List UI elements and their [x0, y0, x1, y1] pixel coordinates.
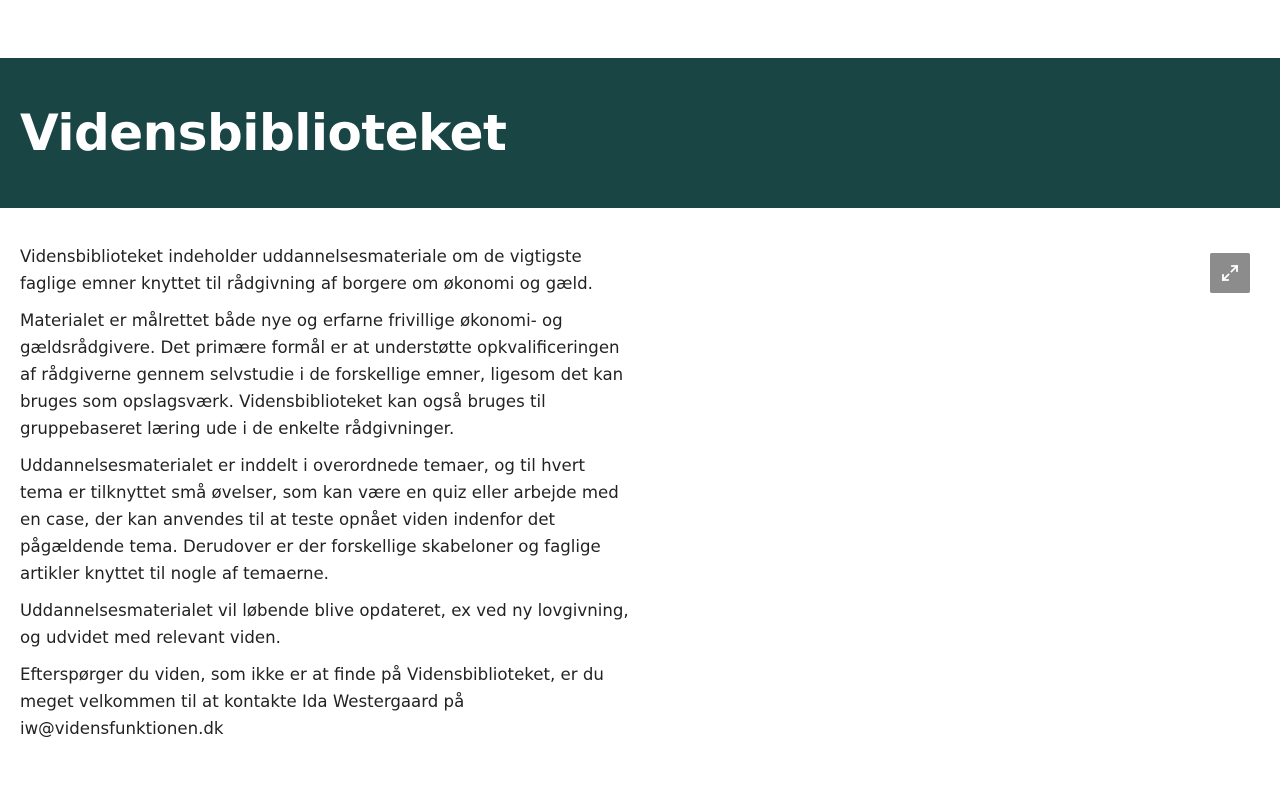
paragraph: Materialet er målrettet både nye og erfarne frivillige økonomi- og gældsrådgivere. Det primære formål er at understøtte opkvalificeringen af rådgiverne gennem selvstudie i de forskellige emner, ligesom det kan bruges som opslagsværk. Vidensbiblioteket kan også bruges til gruppebaseret læring ude i de enkelte rådgivninger. — [20, 311, 624, 438]
expand-button[interactable] — [1210, 253, 1250, 293]
paragraph: Uddannelsesmaterialet er inddelt i overordnede temaer, og til hvert tema er tilknyttet små øvelser, som kan være en quiz eller arbejde med en case, der kan anvendes til at teste opnået viden indenfor det pågældende tema. Derudover er der forskellige skabeloner og faglige artikler knyttet til nogle af temaerne. — [20, 456, 619, 583]
page-title: Vidensbiblioteket — [20, 104, 507, 162]
paragraph: Vidensbiblioteket indeholder uddannelsesmateriale om de vigtigste faglige emner knyttet til rådgivning af borgere om økonomi og gæld. — [20, 247, 593, 293]
expand-icon — [1221, 264, 1239, 282]
top-bar — [0, 0, 1280, 58]
paragraph: Uddannelsesmaterialet vil løbende blive opdateret, ex ved ny lovgivning, og udvidet med relevant viden. — [20, 601, 629, 647]
paragraph: Efterspørger du viden, som ikke er at finde på Vidensbiblioteket, er du meget velkommen til at kontakte Ida Westergaard på iw@vidensfunktionen.dk — [20, 665, 604, 738]
intro-text — [20, 243, 632, 752]
hero-banner — [0, 58, 1280, 208]
